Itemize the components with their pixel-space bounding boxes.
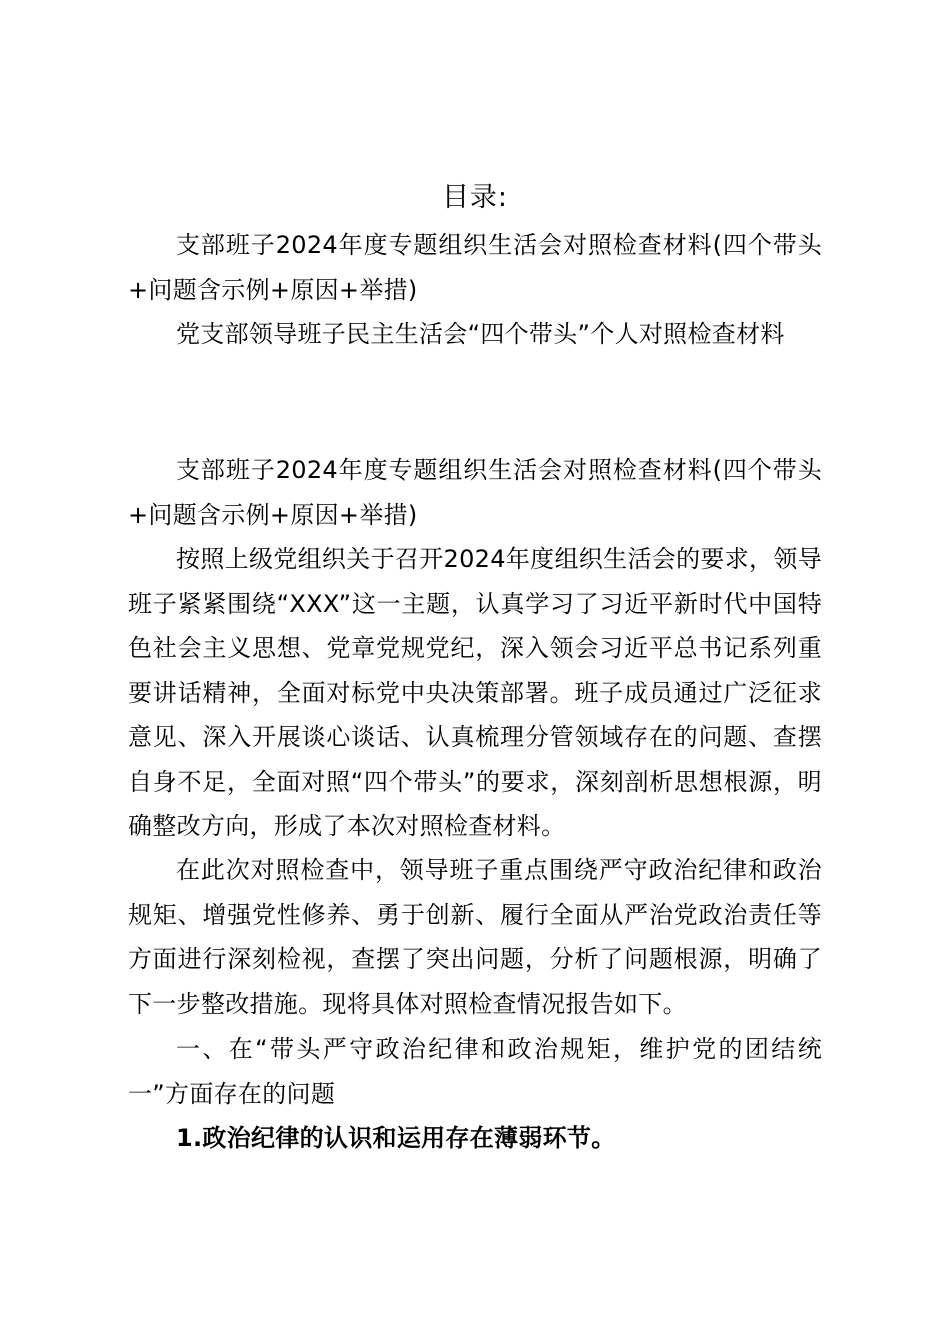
paragraph-overview: 在此次对照检查中，领导班子重点围绕严守政治纪律和政治规矩、增强党性修养、勇于创新、履行全面从严治党政治责任等方面进行深刻检视，查摆了突出问题，分析了问题根源，明确了下一步整改措施。现将具体对照检查情况报告如下。: [128, 856, 822, 1018]
toc-item-1: 支部班子2024年度专题组织生活会对照检查材料(四个带头+问题含示例+原因+举措): [128, 231, 822, 304]
article-heading: 支部班子2024年度专题组织生活会对照检查材料(四个带头+问题含示例+原因+举措): [128, 456, 822, 529]
subsection-heading-1: 1.政治纪律的认识和运用存在薄弱环节。: [176, 1124, 616, 1152]
toc-item-2: 党支部领导班子民主生活会“四个带头”个人对照检查材料: [176, 320, 785, 348]
toc-title: 目录:: [441, 182, 509, 213]
section-heading-1: 一、在“带头严守政治纪律和政治规矩，维护党的团结统一”方面存在的问题: [128, 1035, 822, 1108]
paragraph-intro: 按照上级党组织关于召开2024年度组织生活会的要求，领导班子紧紧围绕“XXX”这一主题，认真学习了习近平新时代中国特色社会主义思想、党章党规党纪，深入领会习近平总书记系列重要讲话精神，全面对标党中央决策部署。班子成员通过广泛征求意见、深入开展谈心谈话、认真梳理分管领域存在的问题、查摆自身不足，全面对照“四个带头”的要求，深刻剖析思想根源，明确整改方向，形成了本次对照检查材料。: [128, 545, 822, 840]
